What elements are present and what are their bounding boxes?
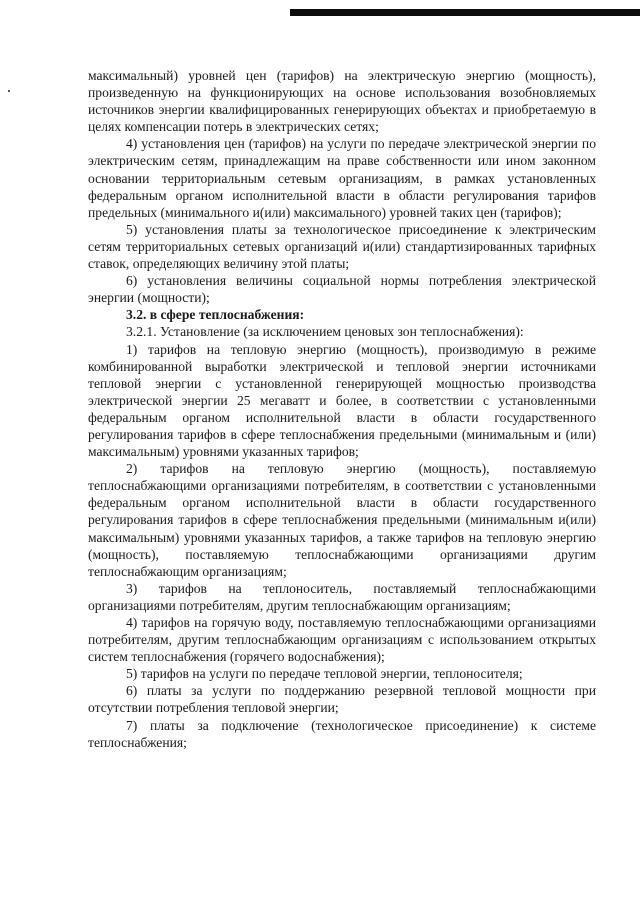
list-item-4: 4) тарифов на горячую воду, поставляемую теплоснабжающими организациями потребителям, другим теплоснабжающим организациям с использованием открытых систем теплоснабжения (горячего водоснабжения); <box>88 615 596 665</box>
list-item-3: 3) тарифов на теплоноситель, поставляемый теплоснабжающими организациями потребителям, другим теплоснабжающим организациям; <box>88 580 596 613</box>
subsection-3-2-1: 3.2.1. Установление (за исключением ценовых зон теплоснабжения): <box>126 324 524 340</box>
list-item-2: 2) тарифов на тепловую энергию (мощность), поставляемую теплоснабжающими организациями потребителям, в соответствии с установленными федеральным органом исполнительной власти в области государственного регулирования тарифов в сфере теплоснабжения предельными (минимальным и(или) максимальным) уровнями указанных тарифов, а также тарифов на тепловую энергию (мощность), поставляемую теплоснабжающими организациями другим теплоснабжающим организациям; <box>88 461 596 579</box>
list-item-6: 6) платы за услуги по поддержанию резервной тепловой мощности при отсутствии потребления тепловой энергии; <box>88 683 596 716</box>
list-item-7: 7) платы за подключение (технологическое присоединение) к системе теплоснабжения; <box>88 717 596 750</box>
paragraph-1: максимальный) уровней цен (тарифов) на электрическую энергию (мощность), произведенную на функционирующих на основе использования возобновляемых источников энергии квалифицированных генерирующих объектах и приобретаемую в целях компенсации потерь в электрических сетях; <box>88 68 596 135</box>
paragraph-item-6: 6) установления величины социальной нормы потребления электрической энергии (мощности); <box>88 273 596 306</box>
document-page <box>88 67 596 751</box>
paragraph-item-5: 5) установления платы за технологическое присоединение к электрическим сетям территориальных сетевых организаций и(или) стандартизированных тарифных ставок, определяющих величину этой платы; <box>88 221 596 272</box>
list-item-1: 1) тарифов на тепловую энергию (мощность), производимую в режиме комбинированной выработки электрической и тепловой энергии источниками тепловой энергии с установленной генерирующей мощностью производства электрической энергии 25 мегаватт и более, в соответствии с установленными федеральным органом исполнительной власти в области государственного регулирования тарифов в сфере теплоснабжения предельными (минимальным и (или) максимальным) уровнями указанных тарифов; <box>88 341 596 460</box>
list-item-5: 5) тарифов на услуги по передаче тепловой энергии, теплоносителя; <box>126 666 523 682</box>
scan-speck <box>8 90 10 92</box>
paragraph-item-4: 4) установления цен (тарифов) на услуги по передаче электрической энергии по электрическим сетям, принадлежащим на праве собственности или ином законном основании территориальным сетевым организациям, в рамках установленных федеральным органом исполнительной власти в области регулирования тарифов предельных (минимального и(или) максимального) уровней таких цен (тарифов); <box>88 136 596 220</box>
scan-edge-bar <box>290 9 640 16</box>
section-heading-3-2: 3.2. в сфере теплоснабжения: <box>126 307 305 323</box>
